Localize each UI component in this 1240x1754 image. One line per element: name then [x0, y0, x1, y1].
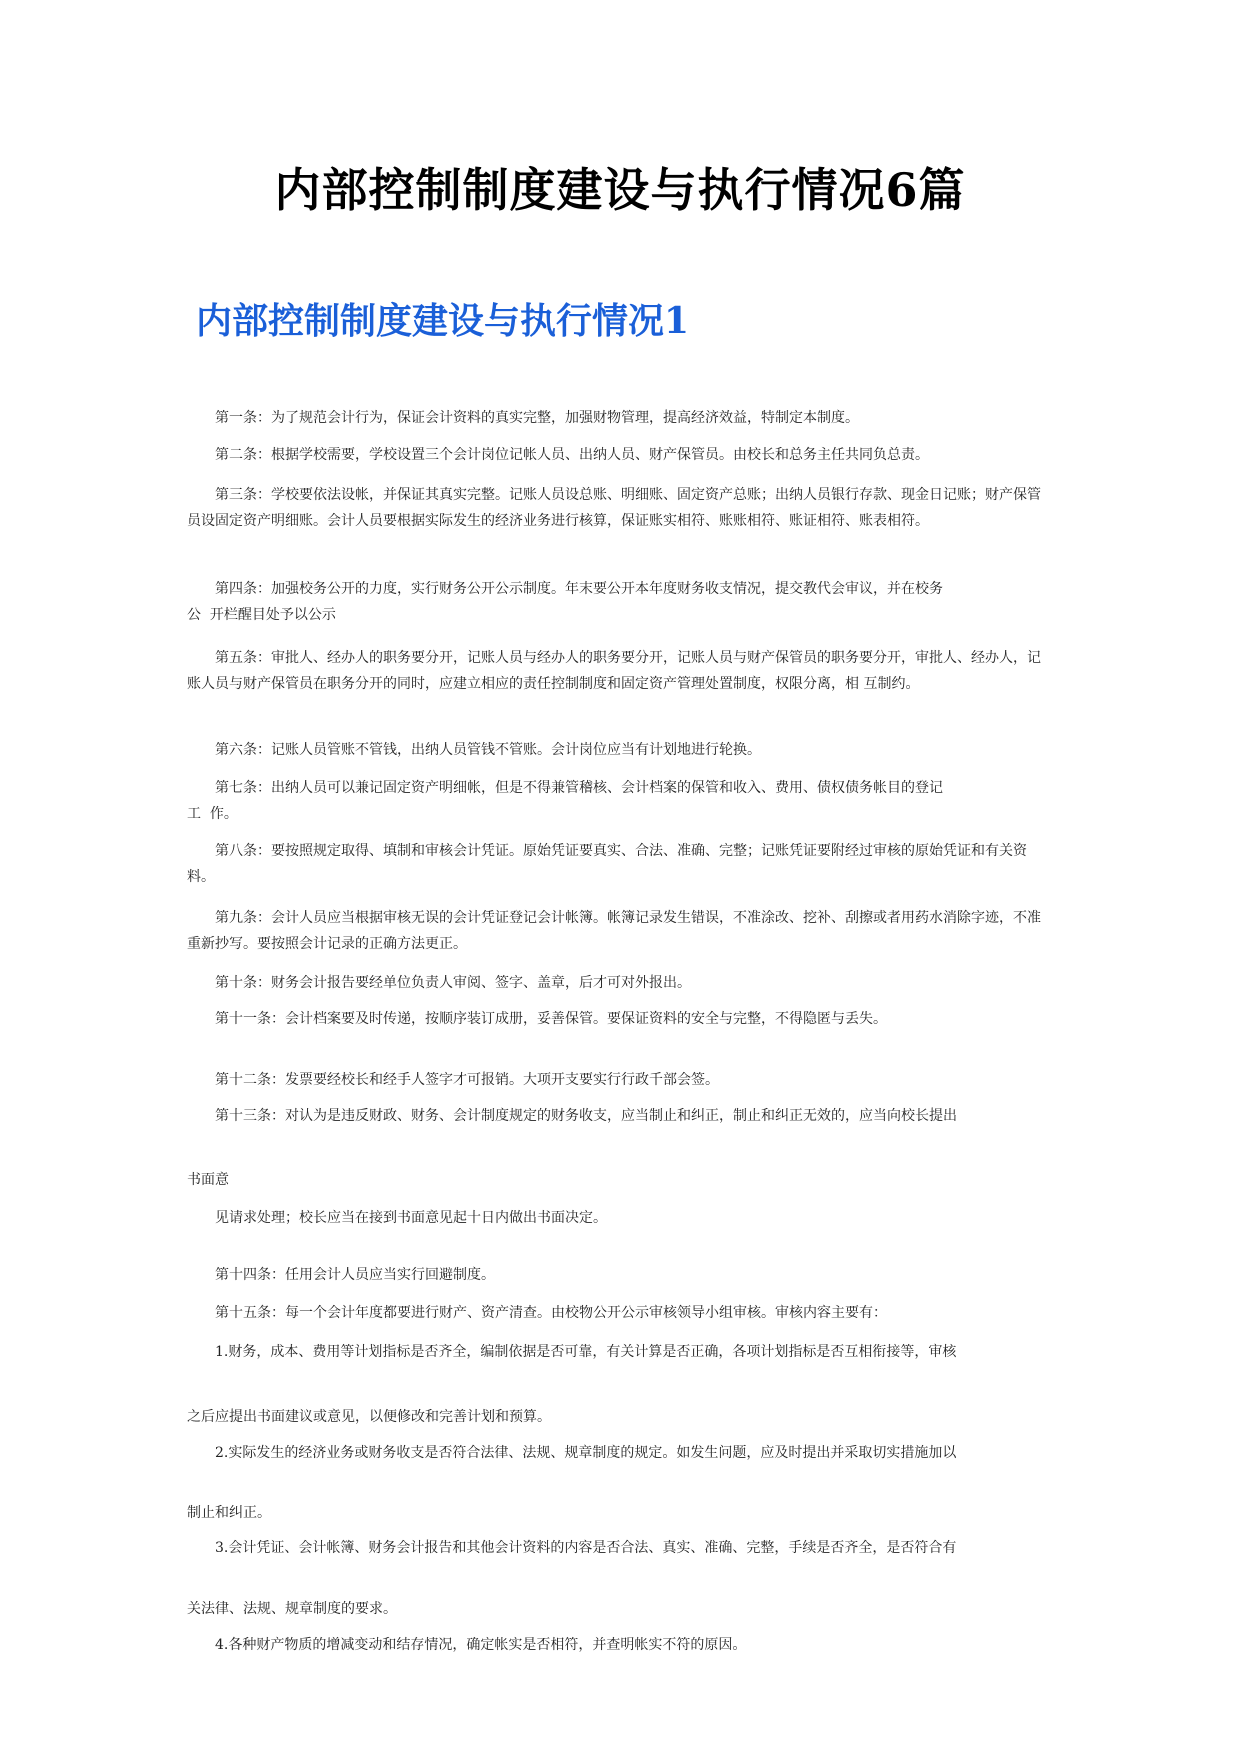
paragraph-article-11: 第十一条：会计档案要及时传递，按顺序装订成册，妥善保管。要保证资料的安全与完整，不得隐匿与丢失。: [215, 1011, 887, 1027]
paragraph-article-8: 第八条：要按照规定取得、填制和审核会计凭证。原始凭证要真实、合法、准确、完整；记账凭证要附经过审核的原始凭证和有关资料。: [187, 843, 1027, 885]
paragraph-article-5: 第五条：审批人、经办人的职务要分开，记账人员与经办人的职务要分开，记账人员与财产保管员的职务要分开，审批人、经办人，记账人员与财产保管员在职务分开的同时，应建立相应的责任控制制度和固定资产管理处置制度，权限分离，相 互制约。: [187, 650, 1041, 692]
paragraph-article-7: 第七条：出纳人员可以兼记固定资产明细帐，但是不得兼管稽核、会计档案的保管和收入、费用、债权债务帐目的登记 工 作。: [187, 780, 943, 822]
paragraph-article-13-cont-a: 书面意: [187, 1172, 229, 1188]
paragraph-article-13: 第十三条：对认为是违反财政、财务、会计制度规定的财务收支，应当制止和纠正，制止和纠正无效的，应当向校长提出: [215, 1108, 957, 1124]
paragraph-article-2: 第二条：根据学校需要，学校设置三个会计岗位记帐人员、出纳人员、财产保管员。由校长和总务主任共同负总责。: [215, 447, 929, 463]
paragraph-article-6: 第六条：记账人员管账不管钱，出纳人员管钱不管账。会计岗位应当有计划地进行轮换。: [215, 742, 761, 758]
paragraph-article-1: 第一条：为了规范会计行为，保证会计资料的真实完整，加强财物管理，提高经济效益，特制定本制度。: [215, 410, 859, 426]
list-item-2-cont: 制止和纠正。: [187, 1505, 271, 1521]
list-item-2: 2.实际发生的经济业务或财务收支是否符合法律、法规、规章制度的规定。如发生问题，应及时提出并采取切实措施加以: [215, 1445, 957, 1461]
paragraph-article-3: 第三条：学校要依法设帐，并保证其真实完整。记账人员设总账、明细账、固定资产总账；出纳人员银行存款、现金日记账；财产保管员设固定资产明细账。会计人员要根据实际发生的经济业务进行核算，保证账实相符、账账相符、账证相符、账表相符。: [187, 487, 1041, 529]
paragraph-article-14: 第十四条：任用会计人员应当实行回避制度。: [215, 1267, 495, 1283]
list-item-3: 3.会计凭证、会计帐簿、财务会计报告和其他会计资料的内容是否合法、真实、准确、完整，手续是否齐全，是否符合有: [215, 1540, 957, 1556]
document-title: 内部控制制度建设与执行情况6篇: [274, 163, 966, 217]
paragraph-article-10: 第十条：财务会计报告要经单位负责人审阅、签字、盖章，后才可对外报出。: [215, 975, 691, 991]
list-item-4: 4.各种财产物质的增减变动和结存情况，确定帐实是否相符，并查明帐实不符的原因。: [215, 1637, 747, 1653]
list-item-1-cont: 之后应提出书面建议或意见，以便修改和完善计划和预算。: [187, 1409, 551, 1425]
list-item-1: 1.财务，成本、费用等计划指标是否齐全，编制依据是否可靠，有关计算是否正确，各项计划指标是否互相衔接等，审核: [215, 1344, 957, 1360]
paragraph-article-4: 第四条：加强校务公开的力度，实行财务公开公示制度。年末要公开本年度财务收支情况，提交教代会审议，并在校务 公 开栏醒目处予以公示: [187, 581, 943, 623]
paragraph-article-9: 第九条：会计人员应当根据审核无误的会计凭证登记会计帐簿。帐簿记录发生错误，不准涂改、挖补、刮擦或者用药水消除字迹，不准重新抄写。要按照会计记录的正确方法更正。: [187, 910, 1041, 952]
list-item-3-cont: 关法律、法规、规章制度的要求。: [187, 1601, 397, 1617]
paragraph-article-12: 第十二条：发票要经校长和经手人签字才可报销。大项开支要实行行政千部会签。: [215, 1072, 719, 1088]
section-heading: 内部控制制度建设与执行情况1: [196, 300, 690, 342]
paragraph-article-13-cont-b: 见请求处理；校长应当在接到书面意见起十日内做出书面决定。: [215, 1210, 607, 1226]
paragraph-article-15: 第十五条：每一个会计年度都要进行财产、资产清查。由校物公开公示审核领导小组审核。审核内容主要有：: [215, 1305, 887, 1321]
